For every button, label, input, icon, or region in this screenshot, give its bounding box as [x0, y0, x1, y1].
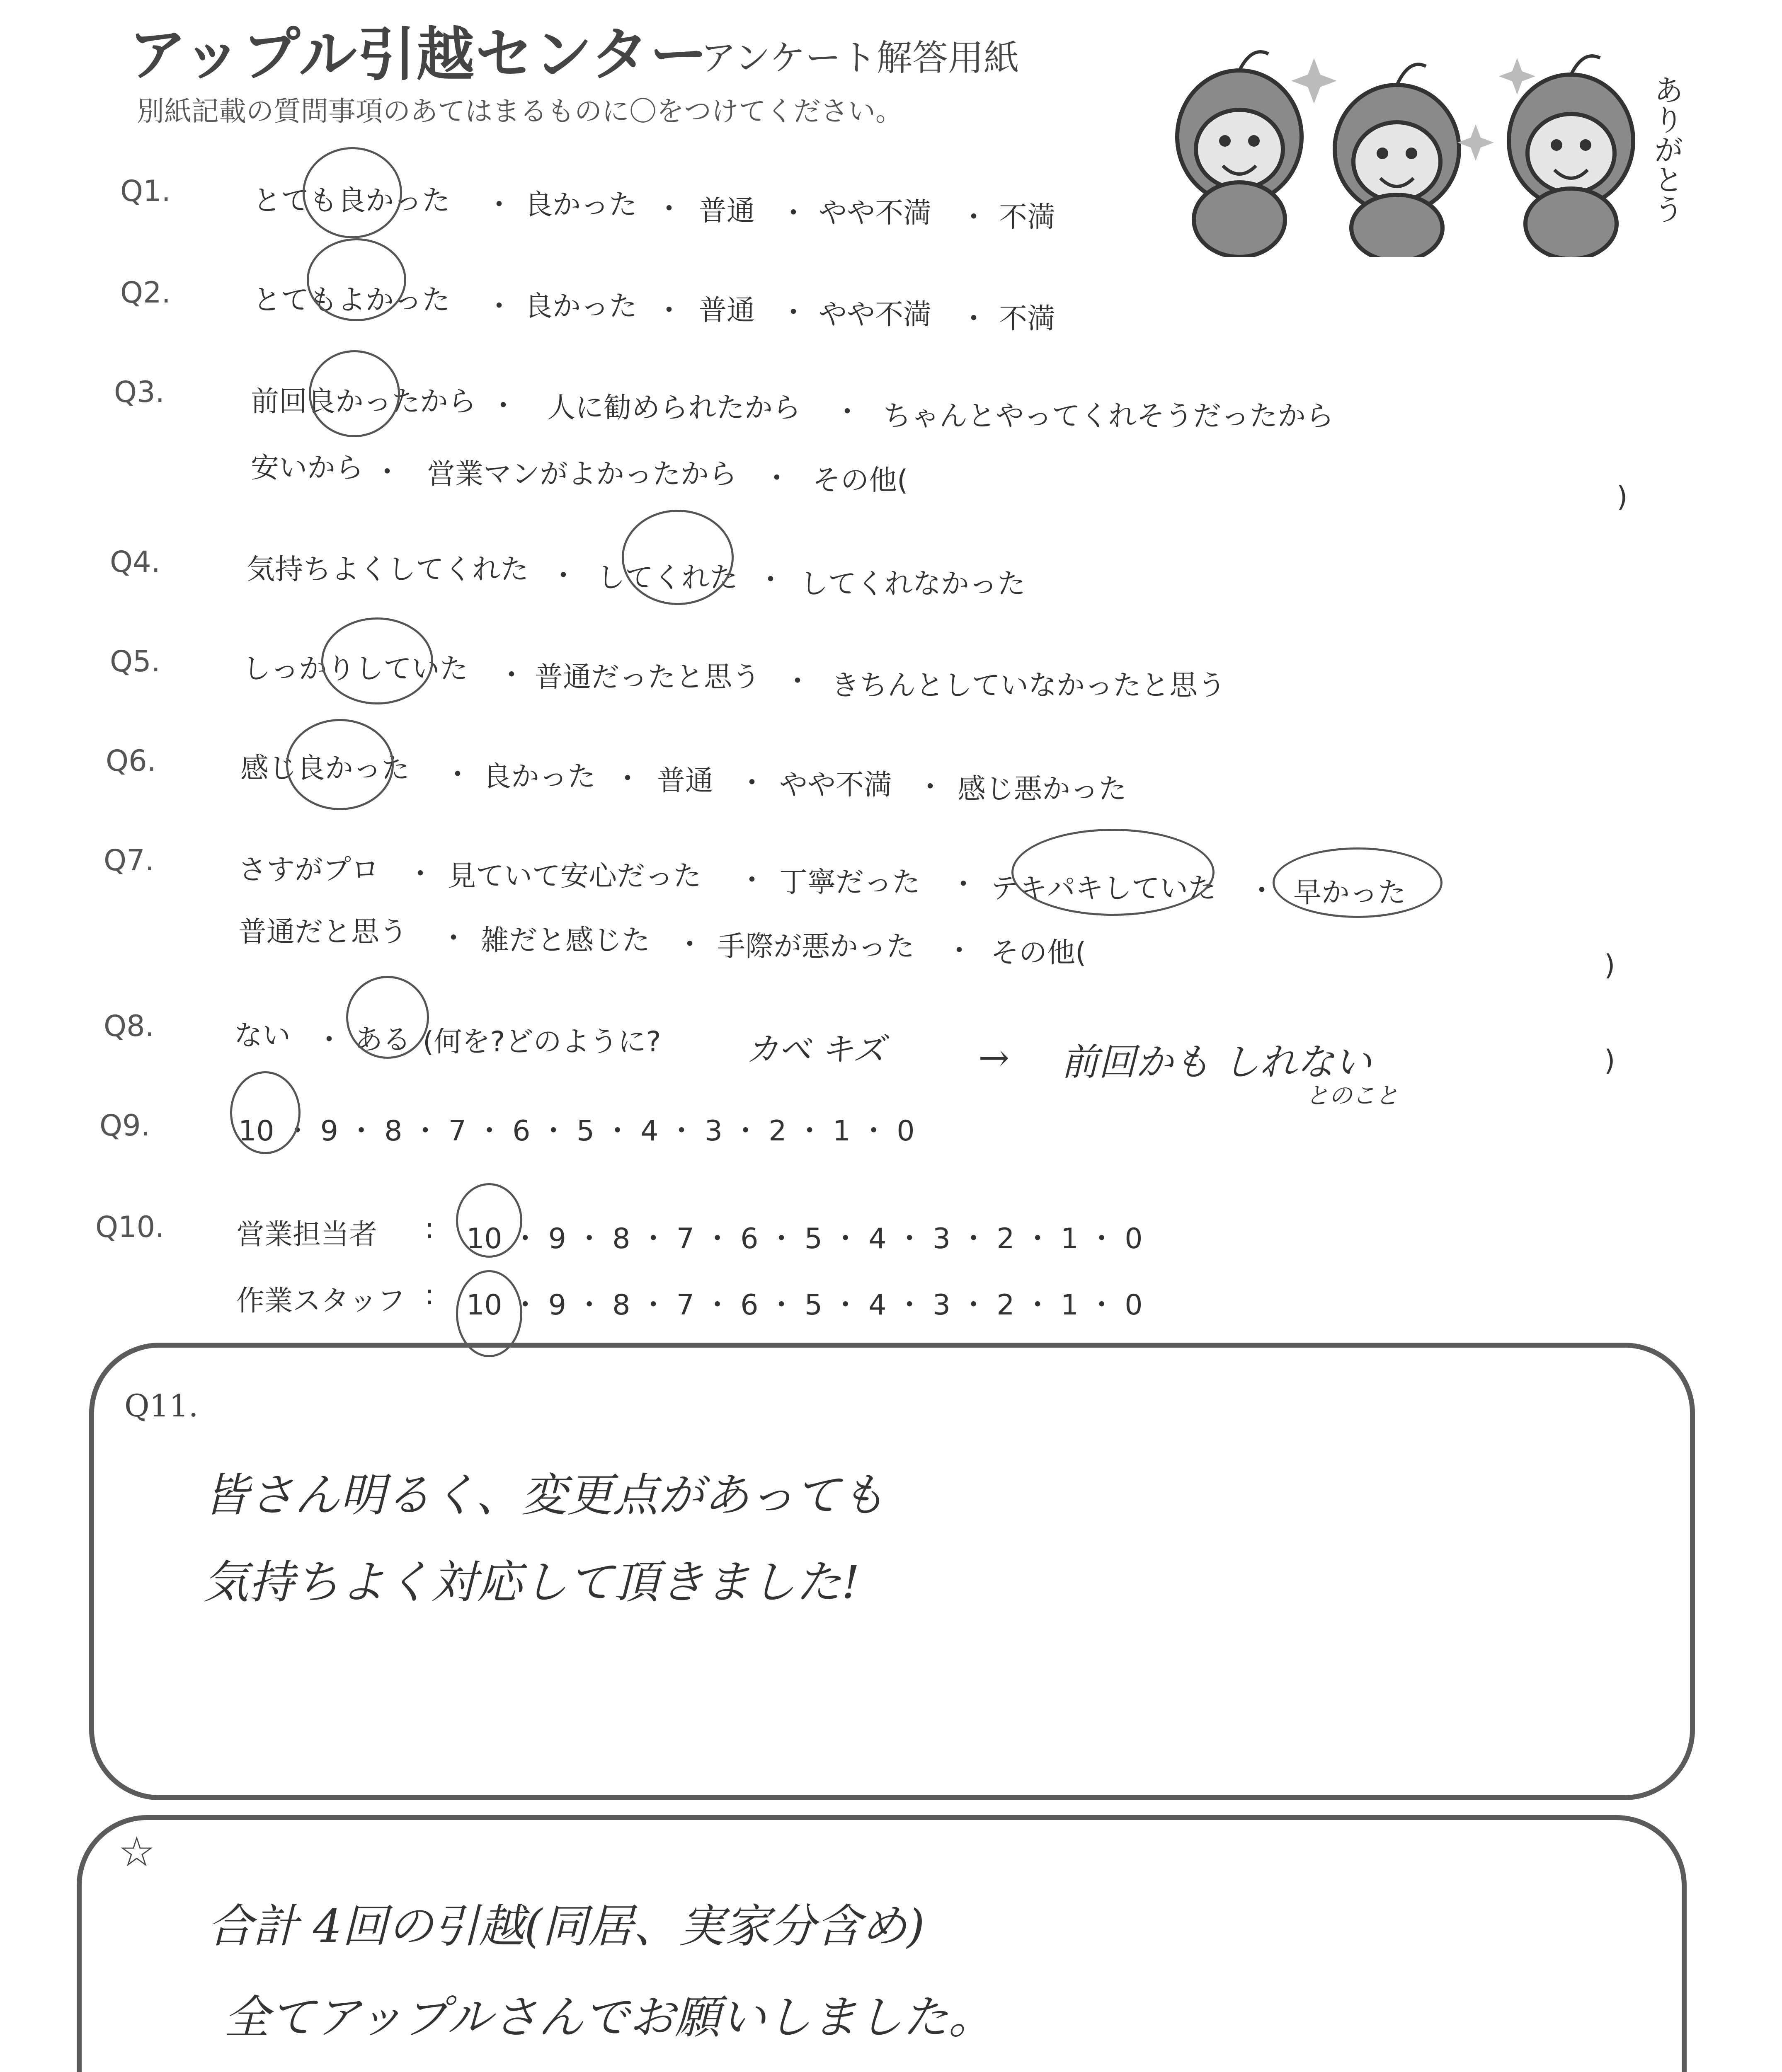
- q6-label: Q6.: [106, 744, 156, 778]
- q4-option-1[interactable]: 気持ちよくしてくれた: [247, 553, 529, 586]
- q3-option-other[interactable]: その他(: [812, 464, 908, 497]
- q8-label: Q8.: [104, 1009, 154, 1043]
- q9-selection-circle: [230, 1071, 301, 1154]
- q7-option-6[interactable]: 普通だと思う: [238, 916, 408, 949]
- q2-option-4[interactable]: やや不満: [819, 298, 932, 331]
- q3-other-close: ): [1617, 481, 1628, 513]
- q11-comment-line-2: 気持ちよく対応して頂きました!: [203, 1556, 860, 1609]
- q1-option-4[interactable]: やや不満: [819, 197, 932, 230]
- q4-label: Q4.: [110, 545, 160, 579]
- q5-selection-circle: [321, 617, 433, 704]
- q8-handwritten-note: 前回かも しれない: [1061, 1041, 1372, 1084]
- q1-option-5[interactable]: 不満: [999, 201, 1056, 234]
- q2-option-1[interactable]: とてもよかった: [253, 284, 451, 317]
- q7-other-close: ): [1604, 949, 1615, 982]
- q9-scale[interactable]: 10 ・ 9 ・ 8 ・ 7 ・ 6 ・ 5 ・ 4 ・ 3 ・ 2 ・ 1 ・ 0: [238, 1115, 915, 1147]
- q9-label: Q9.: [99, 1109, 150, 1143]
- q7-option-8[interactable]: 手際が悪かった: [717, 930, 915, 963]
- q6-selection-circle: [286, 719, 394, 810]
- q10-sales-selection-circle: [456, 1183, 522, 1258]
- q6-option-2[interactable]: 良かった: [483, 760, 596, 793]
- q8-handwritten-note-small: とのこと: [1306, 1082, 1399, 1109]
- q8-option-2[interactable]: ある: [354, 1024, 411, 1056]
- q7-selection-circle-2: [1273, 847, 1443, 918]
- q7-option-1[interactable]: さすがプロ: [238, 854, 380, 886]
- q6-option-1[interactable]: 感じ良かった: [240, 752, 410, 785]
- q7-option-5[interactable]: 早かった: [1293, 876, 1406, 909]
- q6-option-3[interactable]: 普通: [657, 765, 714, 797]
- q2-option-5[interactable]: 不満: [999, 303, 1056, 335]
- q8-option-1[interactable]: ない: [234, 1019, 291, 1052]
- form-instruction: 別紙記載の質問事項のあてはまるものに〇をつけてください。: [137, 95, 903, 127]
- q8-selection-circle: [346, 976, 429, 1059]
- q7-option-4[interactable]: テキパキしていた: [991, 872, 1217, 905]
- q3-option-2[interactable]: 人に勧められたから: [547, 392, 801, 424]
- q8-handwritten-answer: カベ キズ: [746, 1031, 885, 1068]
- q11-label: Q11.: [124, 1388, 199, 1424]
- form-title: アップル引越センター: [128, 21, 709, 89]
- q4-option-3[interactable]: してくれなかった: [800, 568, 1026, 600]
- q5-option-3[interactable]: きちんとしていなかったと思う: [831, 669, 1226, 702]
- q8-handwritten-arrow: →: [978, 1036, 1010, 1080]
- q7-option-2[interactable]: 見ていて安心だった: [448, 860, 702, 893]
- form-subtitle: アンケート解答用紙: [701, 37, 1019, 79]
- q5-label: Q5.: [110, 644, 160, 678]
- monkey-mascots-illustration: [1156, 25, 1729, 257]
- q1-option-2[interactable]: 良かった: [524, 189, 638, 221]
- q3-option-1[interactable]: 前回良かったから: [251, 385, 477, 418]
- q8-prompt: (何を?どのように?: [423, 1026, 661, 1058]
- q4-selection-circle: [622, 510, 734, 605]
- q10-sales-label: 営業担当者: [236, 1218, 378, 1251]
- star-label: ☆: [118, 1828, 155, 1876]
- star-comment-line-1: 合計 4回の引越(同居、実家分含め): [207, 1900, 925, 1953]
- q3-option-3[interactable]: ちゃんとやってくれそうだったから: [883, 400, 1334, 433]
- q3-option-4[interactable]: 安いから: [251, 452, 364, 484]
- q7-label: Q7.: [104, 843, 154, 877]
- q1-label: Q1.: [120, 174, 171, 208]
- q2-option-2[interactable]: 良かった: [524, 290, 638, 323]
- q7-option-7[interactable]: 雑だと感じた: [481, 924, 650, 957]
- q4-option-2[interactable]: してくれた: [597, 562, 738, 594]
- q10-sales-scale[interactable]: 10 ・ 9 ・ 8 ・ 7 ・ 6 ・ 5 ・ 4 ・ 3 ・ 2 ・ 1 ・ 0: [466, 1222, 1143, 1255]
- q7-selection-circle-1: [1011, 829, 1215, 916]
- q11-comment-line-1: 皆さん明るく、変更点があっても: [203, 1469, 886, 1522]
- q5-option-2[interactable]: 普通だったと思う: [535, 661, 761, 694]
- q3-option-5[interactable]: 営業マンがよかったから: [427, 458, 737, 491]
- q2-label: Q2.: [120, 276, 171, 310]
- q8-close: ): [1604, 1044, 1615, 1077]
- q3-selection-circle: [309, 350, 400, 437]
- q1-option-3[interactable]: 普通: [698, 195, 755, 228]
- q6-option-5[interactable]: 感じ悪かった: [958, 773, 1127, 806]
- q7-option-other[interactable]: その他(: [991, 937, 1086, 969]
- q6-option-4[interactable]: やや不満: [779, 769, 892, 801]
- q1-option-1[interactable]: とても良かった: [253, 184, 451, 217]
- q10-label: Q10.: [95, 1210, 165, 1244]
- q7-option-3[interactable]: 丁寧だった: [779, 866, 921, 899]
- q2-selection-circle: [307, 238, 406, 321]
- mascot-thanks-text: ありがとう: [1649, 75, 1684, 224]
- star-comment-line-2: 全てアップルさんでお願いしました。: [224, 1991, 994, 2044]
- q2-option-3[interactable]: 普通: [698, 294, 755, 327]
- q5-option-1[interactable]: しっかりしていた: [242, 653, 468, 685]
- q10-staff-label: 作業スタッフ: [236, 1285, 406, 1317]
- q1-selection-circle: [303, 147, 402, 238]
- q10-staff-scale[interactable]: 10 ・ 9 ・ 8 ・ 7 ・ 6 ・ 5 ・ 4 ・ 3 ・ 2 ・ 1 ・ 0: [466, 1289, 1143, 1322]
- q3-label: Q3.: [114, 375, 165, 409]
